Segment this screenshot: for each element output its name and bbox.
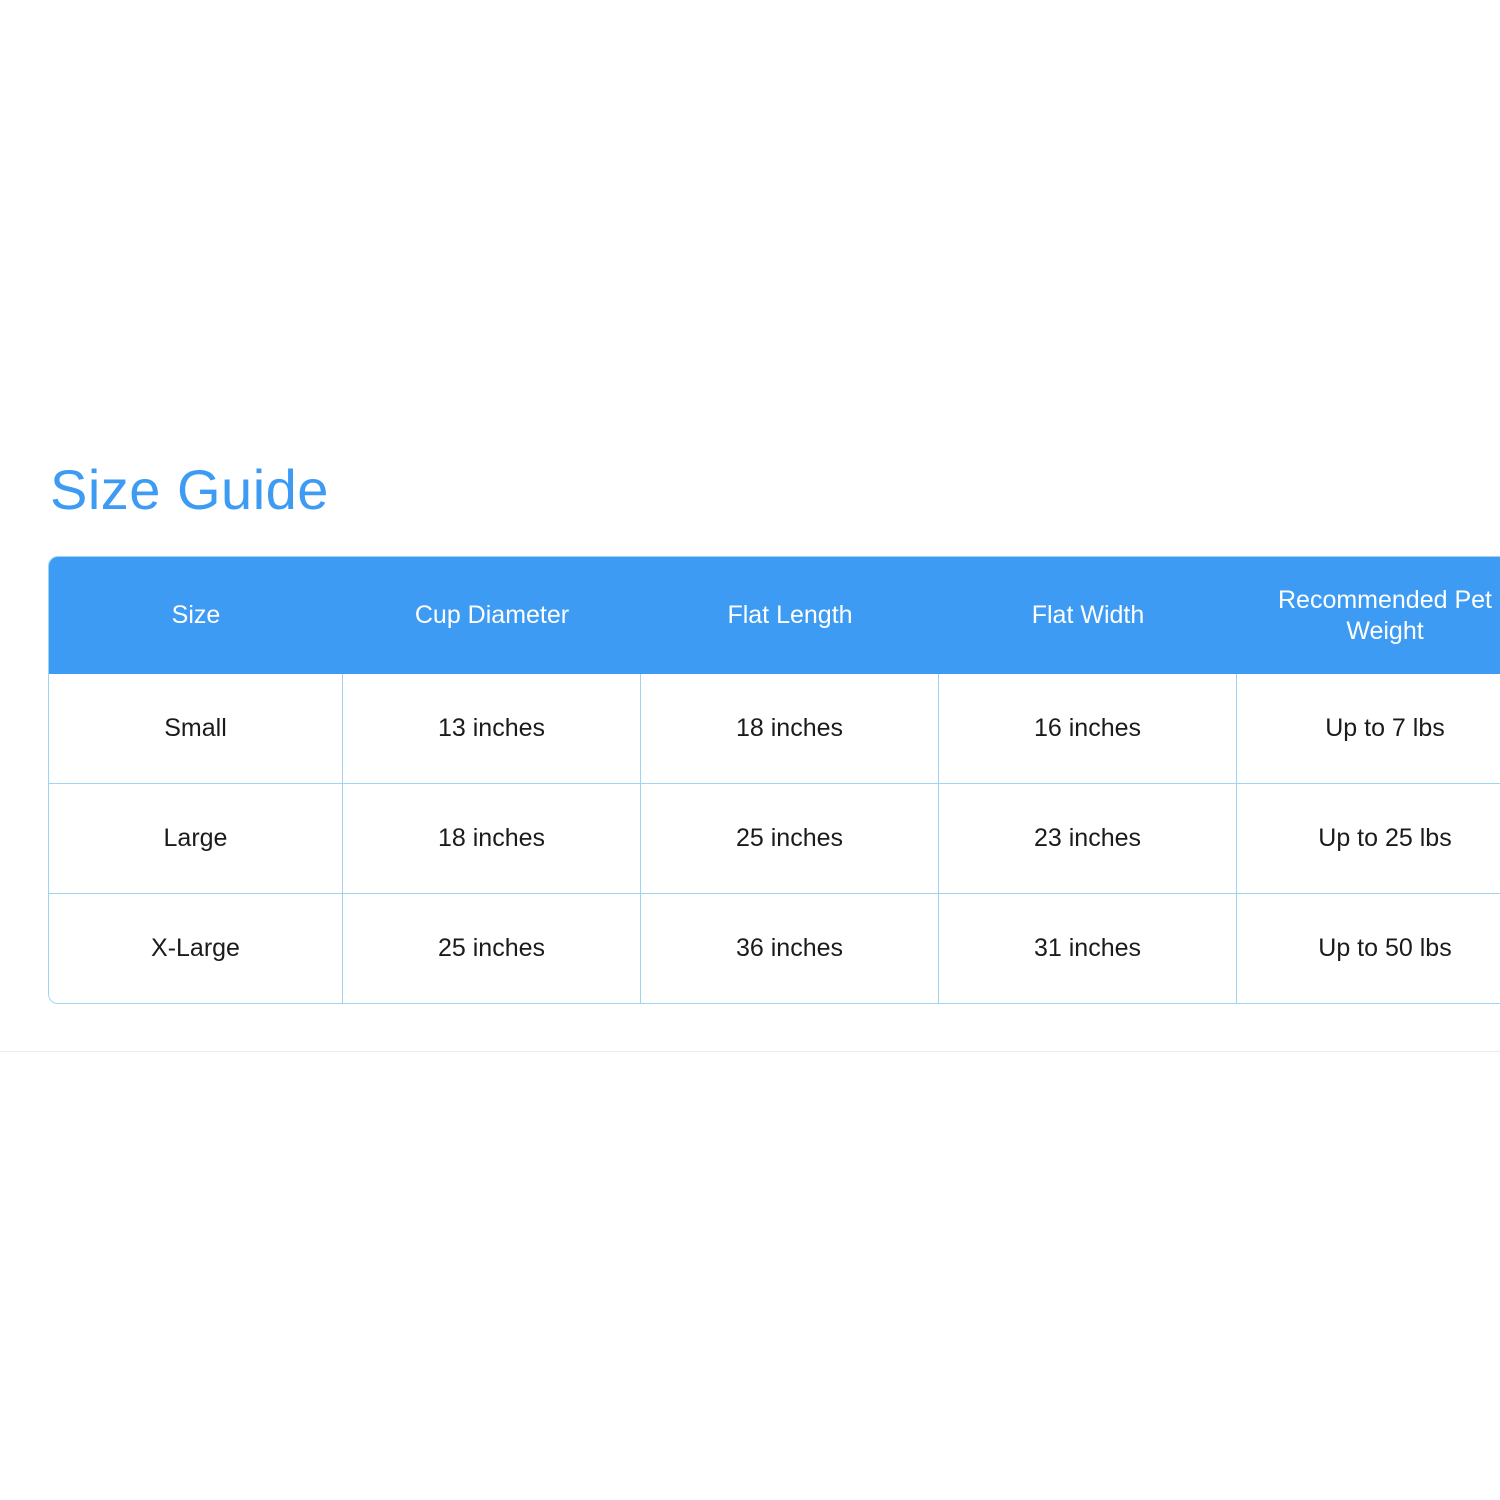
- cell-size: X-Large: [49, 894, 343, 1003]
- table-row: [49, 674, 1500, 784]
- cell-flat-width: 31 inches: [939, 894, 1237, 1003]
- column-header-flat-length: Flat Length: [641, 557, 939, 674]
- cell-size: Large: [49, 784, 343, 894]
- table-header: [49, 557, 1500, 674]
- cell-cup-diameter: 13 inches: [343, 674, 641, 784]
- cell-flat-width: 16 inches: [939, 674, 1237, 784]
- size-guide-table: [48, 556, 1500, 1004]
- column-header-recommended-pet-weight: Recommended Pet Weight: [1237, 557, 1500, 674]
- cell-pet-weight: Up to 7 lbs: [1237, 674, 1500, 784]
- table-row: [49, 784, 1500, 894]
- cell-flat-length: 25 inches: [641, 784, 939, 894]
- cell-pet-weight: Up to 25 lbs: [1237, 784, 1500, 894]
- column-header-size: Size: [49, 557, 343, 674]
- column-header-cup-diameter: Cup Diameter: [343, 557, 641, 674]
- section-divider: [0, 1051, 1500, 1052]
- cell-cup-diameter: 18 inches: [343, 784, 641, 894]
- cell-flat-length: 18 inches: [641, 674, 939, 784]
- cell-flat-width: 23 inches: [939, 784, 1237, 894]
- table-row: [49, 894, 1500, 1003]
- cell-cup-diameter: 25 inches: [343, 894, 641, 1003]
- cell-pet-weight: Up to 50 lbs: [1237, 894, 1500, 1003]
- column-header-flat-width: Flat Width: [939, 557, 1237, 674]
- page-title: Size Guide: [50, 458, 329, 521]
- cell-flat-length: 36 inches: [641, 894, 939, 1003]
- cell-size: Small: [49, 674, 343, 784]
- table-body: [49, 674, 1500, 1003]
- table-header-row: [49, 557, 1500, 674]
- size-guide-section: [48, 458, 1492, 1004]
